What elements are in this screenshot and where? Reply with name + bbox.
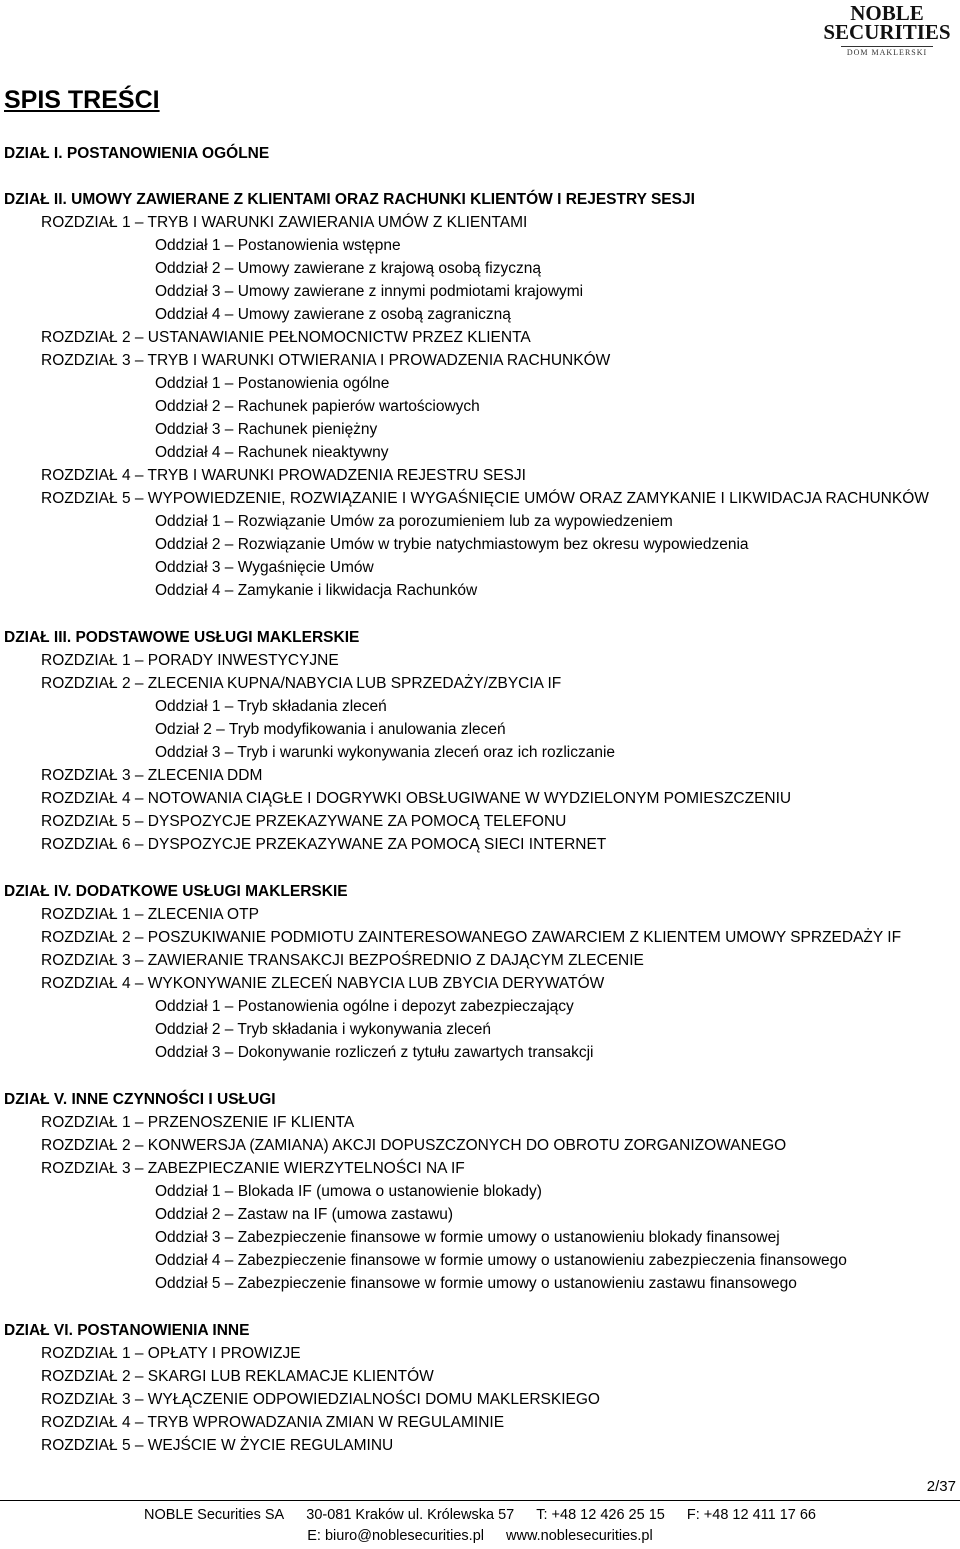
footer-phone: T: +48 12 426 25 15 bbox=[536, 1507, 665, 1523]
toc-dzial-heading: DZIAŁ V. INNE CZYNNOŚCI I USŁUGI bbox=[4, 1091, 276, 1108]
toc-rozdzial-item: ROZDZIAŁ 2 – ZLECENIA KUPNA/NABYCIA LUB SPRZEDAŻY/ZBYCIA IF bbox=[41, 675, 562, 692]
toc-rozdzial-item: ROZDZIAŁ 1 – ZLECENIA OTP bbox=[41, 906, 259, 923]
toc-rozdzial-item: ROZDZIAŁ 3 – WYŁĄCZENIE ODPOWIEDZIALNOŚCI DOMU MAKLERSKIEGO bbox=[41, 1391, 600, 1408]
toc-oddzial-item: Oddział 3 – Zabezpieczenie finansowe w formie umowy o ustanowieniu blokady finansowej bbox=[155, 1229, 780, 1246]
toc-rozdzial-item: ROZDZIAŁ 3 – TRYB I WARUNKI OTWIERANIA I PROWADZENIA RACHUNKÓW bbox=[41, 352, 611, 369]
toc-oddzial-item: Oddział 1 – Postanowienia ogólne i depozyt zabezpieczający bbox=[155, 998, 574, 1015]
toc-dzial-heading: DZIAŁ III. PODSTAWOWE USŁUGI MAKLERSKIE bbox=[4, 629, 360, 646]
toc-oddzial-item: Oddział 3 – Wygaśnięcie Umów bbox=[155, 559, 374, 576]
toc-oddzial-item: Oddział 4 – Rachunek nieaktywny bbox=[155, 444, 389, 461]
footer-email: E: biuro@noblesecurities.pl bbox=[307, 1528, 484, 1544]
footer-fax: F: +48 12 411 17 66 bbox=[686, 1507, 817, 1523]
toc-oddzial-item: Oddział 3 – Umowy zawierane z innymi podmiotami krajowymi bbox=[155, 283, 584, 300]
toc-oddzial-item: Oddział 5 – Zabezpieczenie finansowe w formie umowy o ustanowieniu zastawu finansowego bbox=[155, 1275, 797, 1292]
toc-dzial-heading: DZIAŁ I. POSTANOWIENIA OGÓLNE bbox=[4, 145, 270, 162]
logo-line-1: NOBLE bbox=[850, 1, 924, 25]
toc-rozdzial-item: ROZDZIAŁ 3 – ZLECENIA DDM bbox=[41, 767, 263, 784]
toc-rozdzial-item: ROZDZIAŁ 6 – DYSPOZYCJE PRZEKAZYWANE ZA POMOCĄ SIECI INTERNET bbox=[41, 836, 607, 853]
toc-rozdzial-item: ROZDZIAŁ 1 – PRZENOSZENIE IF KLIENTA bbox=[41, 1114, 355, 1131]
toc-oddzial-item: Oddział 4 – Umowy zawierane z osobą zagraniczną bbox=[155, 306, 511, 323]
toc-oddzial-item: Oddział 3 – Tryb i warunki wykonywania zleceń oraz ich rozliczanie bbox=[155, 744, 616, 761]
toc-rozdzial-item: ROZDZIAŁ 2 – SKARGI LUB REKLAMACJE KLIENTÓW bbox=[41, 1368, 434, 1385]
page-number: 2/37 bbox=[926, 1478, 956, 1495]
footer-divider bbox=[0, 1500, 960, 1501]
footer-web-line bbox=[0, 1528, 960, 1544]
toc-oddzial-item: Oddział 3 – Dokonywanie rozliczeń z tytułu zawartych transakcji bbox=[155, 1044, 594, 1061]
toc-rozdzial-item: ROZDZIAŁ 3 – ZAWIERANIE TRANSAKCJI BEZPOŚREDNIO Z DAJĄCYM ZLECENIE bbox=[41, 952, 644, 969]
toc-rozdzial-item: ROZDZIAŁ 2 – POSZUKIWANIE PODMIOTU ZAINTERESOWANEGO ZAWARCIEM Z KLIENTEM UMOWY SPRZEDAŻY IF bbox=[41, 929, 902, 946]
toc-rozdzial-item: ROZDZIAŁ 4 – NOTOWANIA CIĄGŁE I DOGRYWKI OBSŁUGIWANE W WYDZIELONYM POMIESZCZENIU bbox=[41, 790, 792, 807]
toc-oddzial-item: Oddział 3 – Rachunek pieniężny bbox=[155, 421, 378, 438]
toc-rozdzial-item: ROZDZIAŁ 5 – WEJŚCIE W ŻYCIE REGULAMINU bbox=[41, 1437, 394, 1454]
toc-oddzial-item: Oddział 1 – Rozwiązanie Umów za porozumieniem lub za wypowiedzeniem bbox=[155, 513, 673, 530]
toc-rozdzial-item: ROZDZIAŁ 4 – TRYB WPROWADZANIA ZMIAN W REGULAMINIE bbox=[41, 1414, 505, 1431]
footer-website[interactable]: www.noblesecurities.pl bbox=[506, 1528, 653, 1544]
toc-rozdzial-item: ROZDZIAŁ 1 – TRYB I WARUNKI ZAWIERANIA UMÓW Z KLIENTAMI bbox=[41, 214, 528, 231]
toc-dzial-heading: DZIAŁ IV. DODATKOWE USŁUGI MAKLERSKIE bbox=[4, 883, 348, 900]
toc-oddzial-item: Oddział 1 – Postanowienia ogólne bbox=[155, 375, 390, 392]
toc-oddzial-item: Oddział 2 – Tryb składania i wykonywania zleceń bbox=[155, 1021, 492, 1038]
toc-oddzial-item: Oddział 2 – Umowy zawierane z krajową osobą fizyczną bbox=[155, 260, 541, 277]
toc-oddzial-item: Oddział 2 – Rachunek papierów wartościowych bbox=[155, 398, 480, 415]
footer-company: NOBLE Securities SA bbox=[143, 1507, 285, 1523]
toc-rozdzial-item: ROZDZIAŁ 4 – TRYB I WARUNKI PROWADZENIA REJESTRU SESJI bbox=[41, 467, 526, 484]
company-logo bbox=[822, 1, 952, 60]
toc-oddzial-item: Oddział 4 – Zabezpieczenie finansowe w formie umowy o ustanowieniu zabezpieczenia finansowego bbox=[155, 1252, 847, 1269]
toc-rozdzial-item: ROZDZIAŁ 2 – KONWERSJA (ZAMIANA) AKCJI DOPUSZCZONYCH DO OBROTU ZORGANIZOWANEGO bbox=[41, 1137, 787, 1154]
footer-contact-line bbox=[0, 1507, 960, 1523]
page-title: SPIS TREŚCI bbox=[4, 86, 160, 114]
toc-oddzial-item: Oddział 1 – Blokada IF (umowa o ustanowienie blokady) bbox=[155, 1183, 542, 1200]
toc-rozdzial-item: ROZDZIAŁ 4 – WYKONYWANIE ZLECEŃ NABYCIA LUB ZBYCIA DERYWATÓW bbox=[41, 975, 605, 992]
toc-rozdzial-item: ROZDZIAŁ 2 – USTANAWIANIE PEŁNOMOCNICTW PRZEZ KLIENTA bbox=[41, 329, 531, 346]
toc-oddzial-item: Oddział 2 – Zastaw na IF (umowa zastawu) bbox=[155, 1206, 454, 1223]
toc-rozdzial-item: ROZDZIAŁ 3 – ZABEZPIECZANIE WIERZYTELNOŚCI NA IF bbox=[41, 1160, 465, 1177]
toc-oddzial-item: Oddział 4 – Zamykanie i likwidacja Rachunków bbox=[155, 582, 478, 599]
logo-line-3: DOM MAKLERSKI bbox=[841, 46, 933, 57]
toc-rozdzial-item: ROZDZIAŁ 5 – DYSPOZYCJE PRZEKAZYWANE ZA POMOCĄ TELEFONU bbox=[41, 813, 567, 830]
toc-oddzial-item: Oddział 2 – Rozwiązanie Umów w trybie natychmiastowym bez okresu wypowiedzenia bbox=[155, 536, 749, 553]
toc-oddzial-item: Odział 2 – Tryb modyfikowania i anulowania zleceń bbox=[155, 721, 506, 738]
toc-rozdzial-item: ROZDZIAŁ 1 – PORADY INWESTYCYJNE bbox=[41, 652, 339, 669]
toc-rozdzial-item: ROZDZIAŁ 5 – WYPOWIEDZENIE, ROZWIĄZANIE I WYGAŚNIĘCIE UMÓW ORAZ ZAMYKANIE I LIKWIDACJA RACHUNKÓW bbox=[41, 490, 929, 507]
toc-dzial-heading: DZIAŁ II. UMOWY ZAWIERANE Z KLIENTAMI ORAZ RACHUNKI KLIENTÓW I REJESTRY SESJI bbox=[4, 191, 695, 208]
toc-dzial-heading: DZIAŁ VI. POSTANOWIENIA INNE bbox=[4, 1322, 250, 1339]
toc-rozdzial-item: ROZDZIAŁ 1 – OPŁATY I PROWIZJE bbox=[41, 1345, 301, 1362]
footer-address: 30-081 Kraków ul. Królewska 57 bbox=[306, 1507, 515, 1523]
logo-line-2: SECURITIES bbox=[823, 20, 951, 44]
toc-oddzial-item: Oddział 1 – Tryb składania zleceń bbox=[155, 698, 387, 715]
toc-oddzial-item: Oddział 1 – Postanowienia wstępne bbox=[155, 237, 401, 254]
